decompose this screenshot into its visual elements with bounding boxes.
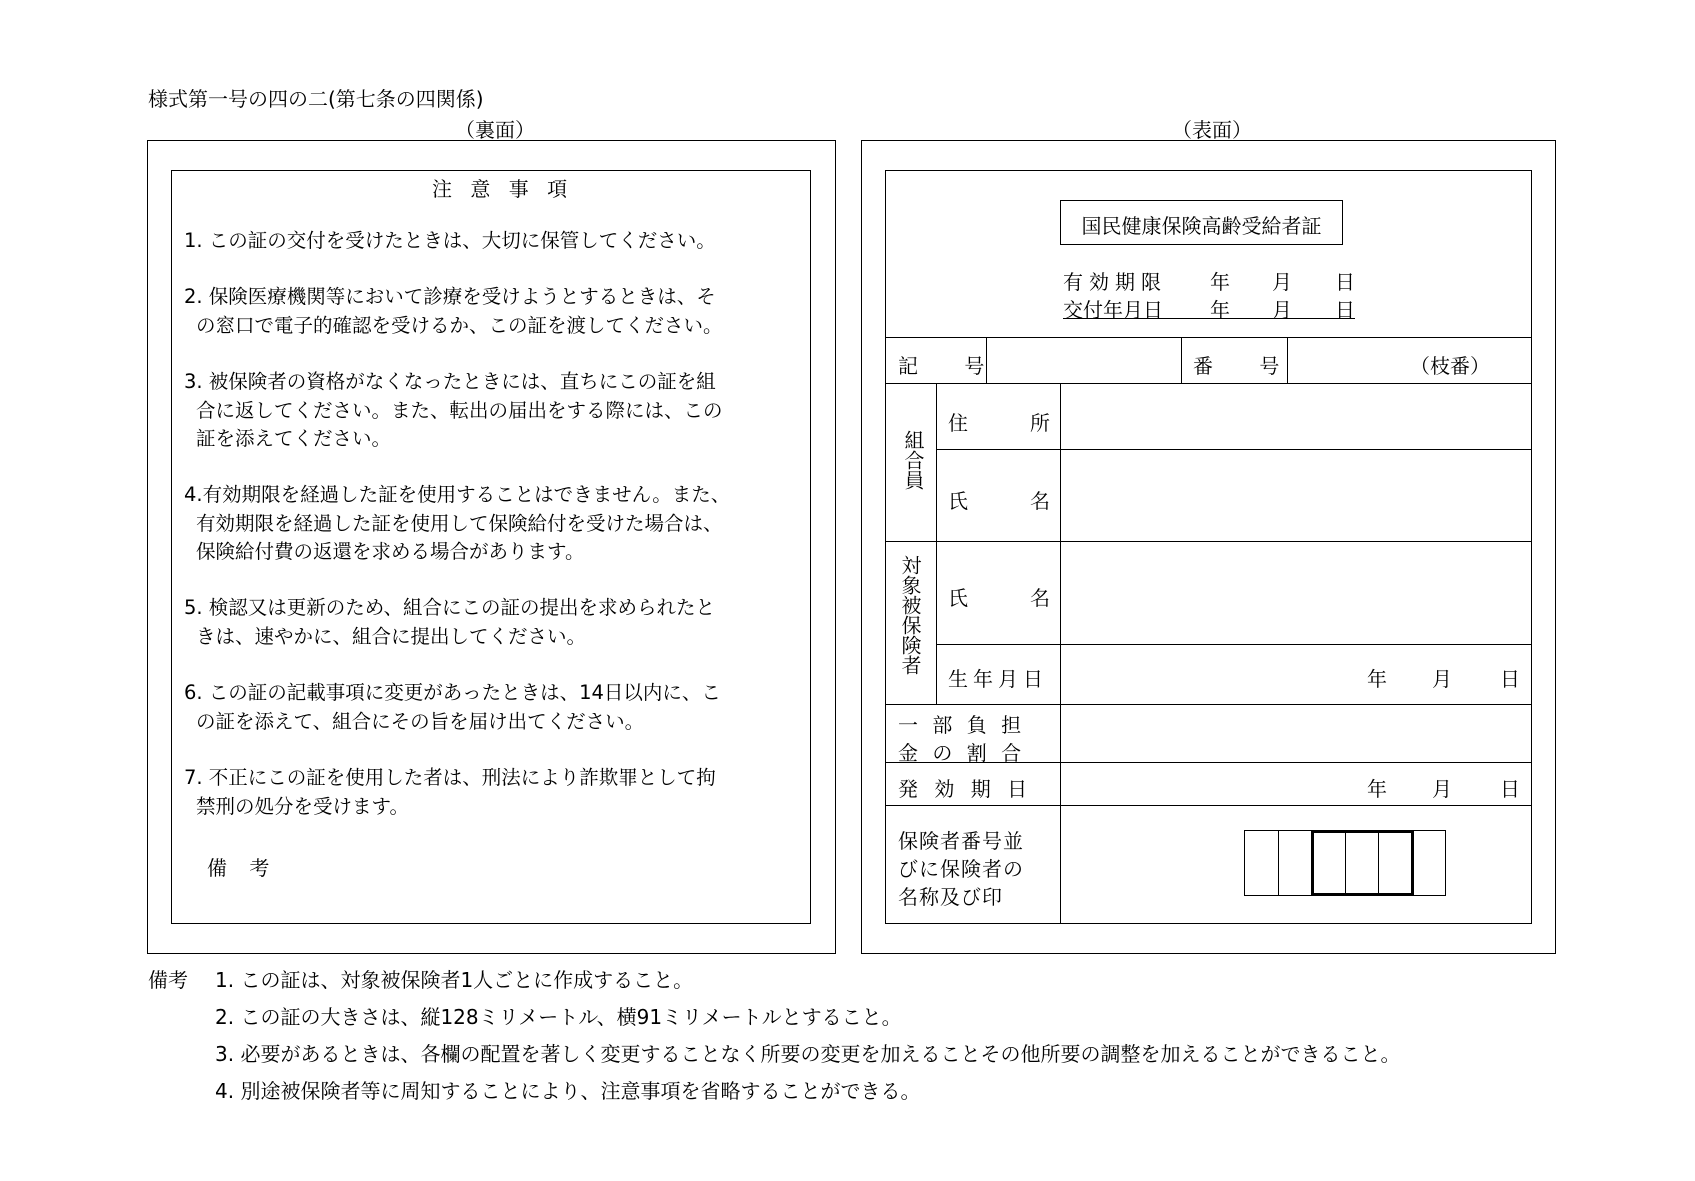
address-label: 住 所	[948, 411, 1050, 435]
notice-item	[184, 227, 716, 256]
notice-line: 有効期限を経過した証を使用して保険給付を受けた場合は、	[196, 511, 723, 535]
issue-date-label: 交付年月日	[1063, 298, 1163, 322]
form-title: 様式第一号の四の二(第七条の四関係)	[148, 87, 484, 111]
card-title: 国民健康保険高齢受給者証	[1081, 214, 1322, 238]
member-group-label: 組合員	[901, 430, 925, 490]
notice-line: 2. 保険医療機関等において診療を受けようとするときは、そ	[184, 285, 716, 308]
row-divider	[885, 805, 1532, 806]
notice-line: 6. この証の記載事項に変更があったときは、14日以内に、こ	[184, 681, 721, 704]
birth-month: 月	[1432, 667, 1452, 691]
notice-item	[184, 594, 715, 651]
notice-line: 合に返してください。また、転出の届出をする際には、この	[196, 398, 723, 422]
insurer-label-line3: 名称及び印	[898, 885, 1003, 909]
notice-item	[184, 368, 723, 454]
effective-day: 日	[1500, 777, 1520, 801]
branch-number-label: （枝番）	[1410, 354, 1490, 378]
notice-item	[184, 679, 721, 736]
footer-note: 4. 別途被保険者等に周知することにより、注意事項を省略することができる。	[215, 1079, 921, 1103]
row-divider	[885, 704, 1532, 705]
row-divider	[936, 449, 1532, 450]
notice-line: の証を添えて、組合にその旨を届け出てください。	[196, 709, 645, 733]
issue-day: 日	[1335, 298, 1355, 322]
notice-item	[184, 764, 716, 821]
member-name-field[interactable]	[1062, 451, 1530, 540]
effective-month: 月	[1432, 777, 1452, 801]
notice-line: 保険給付費の返還を求める場合があります。	[196, 540, 585, 563]
back-side-label: （裏面）	[455, 118, 535, 142]
birth-date-label: 生年月日	[948, 667, 1048, 691]
notice-heading: 注 意 事 項	[432, 177, 574, 201]
insured-name-field[interactable]	[1062, 543, 1530, 643]
symbol-field[interactable]	[988, 338, 1180, 382]
issue-month: 月	[1272, 298, 1292, 322]
address-field[interactable]	[1062, 385, 1530, 448]
notice-item	[184, 283, 723, 340]
insurer-label-line2: びに保険者の	[898, 857, 1024, 881]
footer-note: 1. この証は、対象被保険者1人ごとに作成すること。	[215, 968, 694, 992]
insurer-number-group-highlight	[1311, 830, 1414, 896]
insurer-number-digit-box[interactable]	[1278, 830, 1313, 896]
copay-label-line1: 一 部 負 担	[898, 713, 1026, 737]
notice-line: きは、速やかに、組合に提出してください。	[196, 624, 587, 648]
issue-year: 年	[1210, 298, 1230, 322]
validity-day: 日	[1335, 270, 1355, 294]
effective-year: 年	[1367, 777, 1387, 801]
validity-month: 月	[1272, 270, 1292, 294]
back-remarks-label: 備 考	[207, 856, 278, 880]
col-divider	[936, 383, 937, 704]
birth-day: 日	[1500, 667, 1520, 691]
row-divider	[885, 337, 1532, 338]
notice-line: 5. 検認又は更新のため、組合にこの証の提出を求められたと	[184, 596, 716, 619]
notice-item	[184, 481, 730, 567]
effective-date-label: 発 効 期 日	[898, 777, 1033, 801]
footer-remarks-label: 備考	[148, 968, 188, 992]
issue-date-underline	[1063, 318, 1355, 319]
col-divider	[1181, 337, 1182, 383]
footer-note: 3. 必要があるときは、各欄の配置を著しく変更することなく所要の変更を加えることその他所要の調整を加えることができること。	[215, 1042, 1401, 1066]
member-name-label: 氏 名	[948, 489, 1050, 513]
insurer-number-digit-box[interactable]	[1411, 830, 1446, 896]
notice-line: 3. 被保険者の資格がなくなったときには、直ちにこの証を組	[184, 370, 716, 393]
notice-line: 4.有効期限を経過した証を使用することはできません。また、	[184, 483, 731, 506]
notice-line: 1. この証の交付を受けたときは、大切に保管してください。	[184, 229, 716, 252]
validity-label: 有効期限	[1063, 270, 1167, 294]
notice-line: 証を添えてください。	[196, 427, 392, 450]
notice-line: 7. 不正にこの証を使用した者は、刑法により詐欺罪として拘	[184, 766, 716, 789]
row-divider	[936, 644, 1532, 645]
number-label: 番 号	[1193, 354, 1300, 378]
notice-line: 禁刑の処分を受けます。	[196, 794, 409, 818]
insured-name-label: 氏 名	[948, 586, 1050, 610]
col-divider	[1060, 383, 1061, 924]
footer-note: 2. この証の大きさは、縦128ミリメートル、横91ミリメートルとすること。	[215, 1005, 902, 1029]
copay-field[interactable]	[1062, 706, 1530, 761]
validity-year: 年	[1210, 270, 1230, 294]
front-side-label: （表面）	[1172, 118, 1252, 142]
notice-line: の窓口で電子的確認を受けるか、この証を渡してください。	[196, 313, 723, 337]
birth-year: 年	[1367, 667, 1387, 691]
copay-label-line2: 金 の 割 合	[898, 741, 1026, 765]
symbol-label: 記 号	[898, 354, 1005, 378]
insured-group-label: 対象被保険者	[898, 555, 922, 675]
row-divider	[885, 541, 1532, 542]
insurer-label-line1: 保険者番号並	[898, 829, 1024, 853]
row-divider	[885, 383, 1532, 384]
insurer-number-digit-box[interactable]	[1244, 830, 1279, 896]
